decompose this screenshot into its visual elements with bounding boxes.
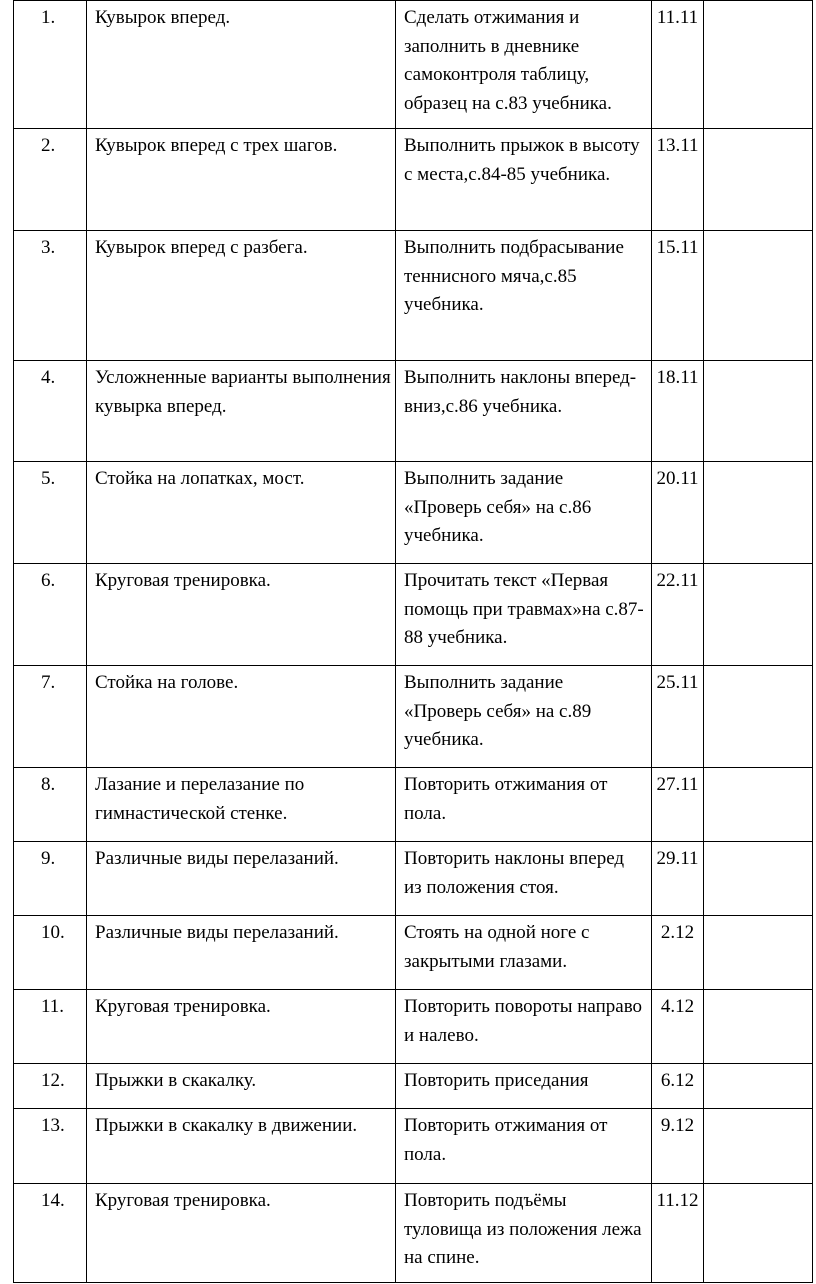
row-number-cell [14,231,87,361]
row-number: 5. [41,468,56,489]
mark-cell [704,1109,813,1184]
homework-cell [396,361,652,462]
row-number: 3. [41,237,56,258]
lesson-topic-cell [87,1,396,129]
row-number: 11. [41,996,65,1017]
homework-cell [396,990,652,1064]
lesson-topic-cell [87,916,396,990]
row-number: 10. [41,922,65,943]
lesson-topic: Круговая тренировка. [95,996,271,1017]
lesson-topic: Кувырок вперед с трех шагов. [95,135,338,156]
date-cell [652,990,704,1064]
lesson-date: 11.11 [656,7,699,28]
homework-cell [396,1184,652,1283]
date-cell [652,129,704,231]
mark-value [704,1,812,4]
homework-cell [396,462,652,564]
row-number-cell [14,1064,87,1109]
lesson-topic-cell [87,768,396,842]
mark-cell [704,990,813,1064]
table-row [14,1,813,129]
row-number-cell [14,916,87,990]
homework-task: Повторить наклоны вперед из положения стоя. [404,848,625,898]
row-number: 14. [41,1190,65,1211]
homework-cell [396,231,652,361]
homework-task: Выполнить задание «Проверь себя» на с.89 учебника. [404,672,592,750]
mark-cell [704,842,813,916]
table-row [14,1109,813,1184]
homework-task: Повторить повороты направо и налево. [404,996,643,1046]
mark-cell [704,916,813,990]
lesson-date: 13.11 [656,135,699,156]
date-cell [652,1,704,129]
homework-task: Выполнить наклоны вперед-вниз,с.86 учебника. [404,367,637,417]
homework-task: Повторить приседания [404,1070,589,1091]
mark-value [704,129,812,132]
homework-task: Выполнить прыжок в высоту с места,с.84-85 учебника. [404,135,640,185]
table-row [14,231,813,361]
lesson-topic: Прыжки в скакалку в движении. [95,1115,358,1136]
lesson-topic-cell [87,990,396,1064]
lesson-topic: Лазание и перелазание по гимнастической стенке. [95,774,305,824]
homework-task: Прочитать текст «Первая помощь при травмах»на с.87-88 учебника. [404,570,644,648]
table-row [14,361,813,462]
row-number: 7. [41,672,56,693]
mark-value [704,1184,812,1187]
mark-cell [704,1184,813,1283]
table-row [14,666,813,768]
row-number-cell [14,1184,87,1283]
lesson-topic: Стойка на голове. [95,672,239,693]
mark-value [704,916,812,919]
homework-task: Выполнить задание «Проверь себя» на с.86 учебника. [404,468,592,546]
date-cell [652,842,704,916]
table-row [14,768,813,842]
date-cell [652,1184,704,1283]
lesson-topic-cell [87,666,396,768]
homework-cell [396,842,652,916]
row-number-cell [14,666,87,768]
mark-value [704,231,812,234]
homework-cell [396,1,652,129]
table-row [14,1064,813,1109]
lesson-plan-table [13,0,813,1283]
row-number-cell [14,129,87,231]
table-body [14,1,813,1283]
mark-value [704,361,812,364]
date-cell [652,1064,704,1109]
table-row [14,990,813,1064]
row-number: 4. [41,367,56,388]
date-cell [652,564,704,666]
lesson-date: 22.11 [656,570,699,591]
homework-cell [396,768,652,842]
date-cell [652,1109,704,1184]
lesson-topic: Круговая тренировка. [95,1190,271,1211]
homework-task: Сделать отжимания и заполнить в дневнике самоконтроля таблицу, образец на с.83 учебника. [404,7,612,114]
lesson-topic: Различные виды перелазаний. [95,922,339,943]
homework-cell [396,666,652,768]
mark-value [704,564,812,567]
lesson-topic: Усложненные варианты выполнения кувырка вперед. [95,367,391,417]
lesson-date: 20.11 [656,468,699,489]
mark-value [704,462,812,465]
lesson-date: 27.11 [656,774,699,795]
table-row [14,916,813,990]
lesson-date: 2.12 [660,922,695,943]
lesson-topic: Стойка на лопатках, мост. [95,468,305,489]
lesson-topic: Кувырок вперед с разбега. [95,237,308,258]
lesson-topic-cell [87,564,396,666]
lesson-date: 9.12 [660,1115,695,1136]
date-cell [652,231,704,361]
row-number: 1. [41,7,56,28]
lesson-topic: Различные виды перелазаний. [95,848,339,869]
row-number-cell [14,768,87,842]
lesson-topic-cell [87,361,396,462]
lesson-date: 6.12 [660,1070,695,1091]
homework-task: Повторить отжимания от пола. [404,774,608,824]
mark-cell [704,1064,813,1109]
date-cell [652,768,704,842]
row-number: 6. [41,570,56,591]
lesson-topic: Круговая тренировка. [95,570,271,591]
mark-cell [704,768,813,842]
row-number-cell [14,361,87,462]
lesson-date: 25.11 [656,672,699,693]
row-number: 2. [41,135,56,156]
row-number-cell [14,990,87,1064]
homework-task: Повторить подъёмы туловища из положения лежа на спине. [404,1190,642,1268]
mark-value [704,768,812,771]
row-number: 8. [41,774,56,795]
lesson-topic: Прыжки в скакалку. [95,1070,257,1091]
row-number: 13. [41,1115,65,1136]
lesson-topic-cell [87,1109,396,1184]
lesson-topic-cell [87,129,396,231]
lesson-date: 11.12 [656,1190,699,1211]
row-number-cell [14,1109,87,1184]
lesson-topic-cell [87,1064,396,1109]
mark-cell [704,361,813,462]
lesson-date: 18.11 [656,367,699,388]
mark-value [704,1109,812,1112]
table-row [14,129,813,231]
lesson-topic: Кувырок вперед. [95,7,231,28]
homework-task: Стоять на одной ноге с закрытыми глазами. [404,922,590,972]
mark-cell [704,129,813,231]
homework-task: Выполнить подбрасывание теннисного мяча,с.85 учебника. [404,237,624,315]
mark-cell [704,666,813,768]
mark-cell [704,1,813,129]
row-number-cell [14,1,87,129]
lesson-date: 4.12 [660,996,695,1017]
table-row [14,1184,813,1283]
mark-value [704,842,812,845]
lesson-topic-cell [87,462,396,564]
row-number-cell [14,564,87,666]
lesson-topic-cell [87,842,396,916]
mark-value [704,666,812,669]
lesson-date: 15.11 [656,237,699,258]
homework-cell [396,129,652,231]
table-row [14,842,813,916]
table-row [14,564,813,666]
row-number: 9. [41,848,56,869]
lesson-date: 29.11 [656,848,699,869]
homework-task: Повторить отжимания от пола. [404,1115,608,1165]
date-cell [652,462,704,564]
mark-cell [704,564,813,666]
homework-cell [396,1109,652,1184]
mark-value [704,1064,812,1067]
homework-cell [396,1064,652,1109]
row-number-cell [14,842,87,916]
date-cell [652,916,704,990]
row-number-cell [14,462,87,564]
homework-cell [396,916,652,990]
homework-cell [396,564,652,666]
lesson-topic-cell [87,231,396,361]
date-cell [652,666,704,768]
mark-value [704,990,812,993]
row-number: 12. [41,1070,65,1091]
mark-cell [704,231,813,361]
lesson-topic-cell [87,1184,396,1283]
table-row [14,462,813,564]
date-cell [652,361,704,462]
mark-cell [704,462,813,564]
